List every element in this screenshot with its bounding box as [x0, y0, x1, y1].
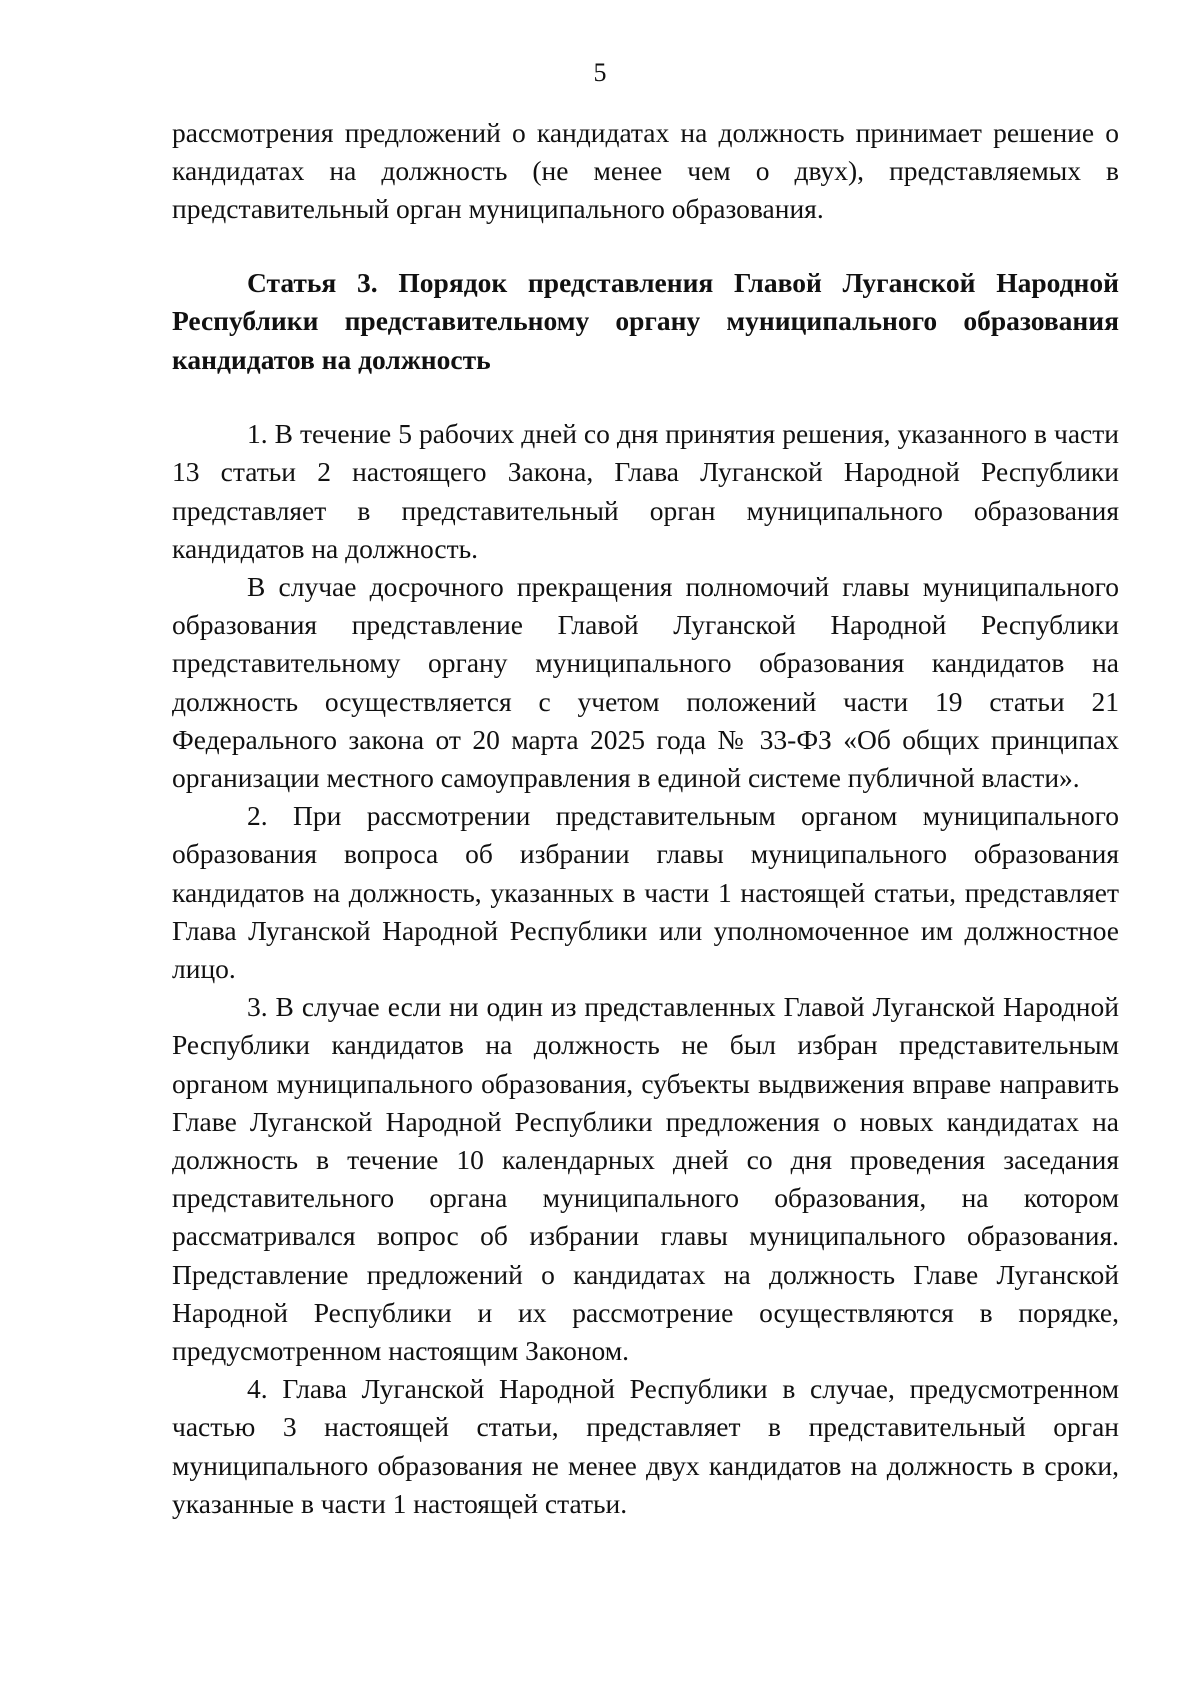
paragraph-part-2: 2. При рассмотрении представительным органом муниципального образования вопроса об избрании главы муниципального образования кандидатов на должность, указанных в части 1 настоящей статьи, представляет Глава Луганской Народной Республики или уполномоченное им должностное лицо. [172, 800, 1119, 984]
article-heading: Статья 3. Порядок представления Главой Луганской Народной Республики представительному органу муниципального образования кандидатов на должность [172, 266, 1119, 375]
page-number: 5 [593, 58, 607, 87]
document-body [172, 114, 1119, 1523]
paragraph-part-1: 1. В течение 5 рабочих дней со дня принятия решения, указанного в части 13 статьи 2 настоящего Закона, Глава Луганской Народной Республики представляет в представительный орган муниципального образования кандидатов на должность. [172, 418, 1119, 564]
paragraph-early-termination: В случае досрочного прекращения полномочий главы муниципального образования представление Главой Луганской Народной Республики представительному органу муниципального образования кандидатов на должность осуществляется с учетом положений части 19 статьи 21 Федерального закона от 20 марта 2025 года № 33-ФЗ «Об общих принципах организации местного самоуправления в единой системе публичной власти». [172, 570, 1119, 793]
paragraph-part-4: 4. Глава Луганской Народной Республики в случае, предусмотренном частью 3 настоящей статьи, представляет в представительный орган муниципального образования не менее двух кандидатов на должность в сроки, указанные в части 1 настоящей статьи. [172, 1373, 1119, 1519]
intro-paragraph: рассмотрения предложений о кандидатах на должность принимает решение о кандидатах на должность (не менее чем о двух), представляемых в представительный орган муниципального образования. [172, 117, 1119, 225]
paragraph-part-3: 3. В случае если ни один из представленных Главой Луганской Народной Республики кандидатов на должность не был избран представительным органом муниципального образования, субъекты выдвижения вправе направить Главе Луганской Народной Республики предложения о новых кандидатах на должность в течение 10 календарных дней со дня проведения заседания представительного органа муниципального образования, на котором рассматривался вопрос об избрании главы муниципального образования. Представление предложений о кандидатах на должность Главе Луганской Народной Республики и их рассмотрение осуществляются в порядке, предусмотренном настоящим Законом. [172, 991, 1119, 1366]
